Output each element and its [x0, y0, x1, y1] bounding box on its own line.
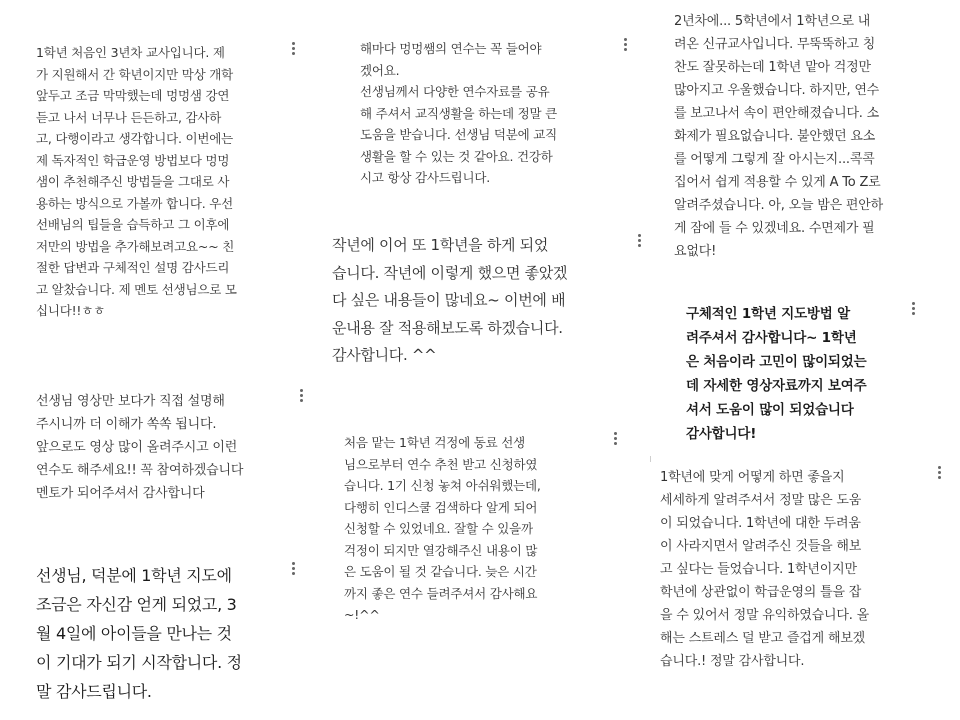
- more-options-icon[interactable]: [290, 562, 296, 576]
- comment-text: 선생님 영상만 보다가 직접 설명해 주시니까 더 이해가 쏙쏙 됩니다. 앞으로도 영상 많이 올려주시고 이런 연수도 해주세요!! 꼭 참여하겠습니다 멘토가 되어주셔서 감사합니다: [36, 394, 244, 501]
- more-options-icon[interactable]: [910, 302, 916, 316]
- comment-text: 2년차에... 5학년에서 1학년으로 내 려온 신규교사입니다. 무뚝뚝하고 칭 찬도 잘못하는데 1학년 맡아 걱정만 많아지고 우울했습니다. 하지만, 연수 를 보고나서 속이 편안해졌습니다. 소 화제가 필요없습니다. 불안했던 요소 를 어떻게 그렇게 잘 아시는지...콕콕 집어서 쉽게 적용할 수 있게 A To Z로 알려주셨습니다. 아, 오늘 밤은 편안하 게 잠에 들 수 있겠네요. 수면제가 필 요없다!: [674, 14, 883, 259]
- more-options-icon[interactable]: [622, 38, 628, 52]
- comment-card: [328, 228, 644, 378]
- more-options-icon[interactable]: [636, 234, 642, 248]
- comment-card: [26, 385, 316, 515]
- more-options-icon[interactable]: [298, 389, 304, 403]
- comment-text: 선생님, 덕분에 1학년 지도에 조금은 자신감 얻게 되었고, 3 월 4일에 아이들을 만나는 것 이 기대가 되기 시작합니다. 정 말 감사드립니다.: [36, 566, 242, 701]
- comment-text: 1학년 처음인 3년차 교사입니다. 제 가 지원해서 간 학년이지만 막상 개학 앞두고 조금 막막했는데 멍멍샘 강연 듣고 나서 너무나 든든하고, 감사하 고, 다행이라고 생각합니다. 이번에는 제 독자적인 학급운영 방법보다 멍멍 샘이 추천해주신 방법들을 그대로 사 용하는 방식으로 가볼까 합니다. 우선 선배님의 팁들을 습득하고 그 이후에 저만의 방법을 추가해보려고요~~ 친 절한 답변과 구체적인 설명 감사드리 고 알찼습니다. 제 멘토 선생님으로 모 십니다!!ㅎㅎ: [36, 45, 237, 318]
- comment-card: [26, 560, 306, 700]
- comment-card: [350, 34, 640, 209]
- comment-card: [650, 462, 950, 702]
- comment-card: [664, 6, 956, 288]
- more-options-icon[interactable]: [290, 42, 296, 56]
- comment-card: [336, 428, 626, 658]
- card-edge: [650, 456, 651, 462]
- comment-text: 구체적인 1학년 지도방법 알 려주셔서 감사합니다~ 1학년 은 처음이라 고민이 많이되었는 데 자세한 영상자료까지 보여주 셔서 도움이 많이 되었습니다 감사합니다!: [686, 306, 867, 442]
- more-options-icon[interactable]: [936, 466, 942, 480]
- comment-card: [676, 298, 930, 448]
- more-options-icon[interactable]: [612, 432, 618, 446]
- comment-text: 1학년에 맞게 어떻게 하면 좋을지 세세하게 알려주셔서 정말 많은 도움 이 되었습니다. 1학년에 대한 두려움 이 사라지면서 알려주신 것들을 해보 고 싶다는 들었습니다. 1학년이지만 학년에 상관없이 학급운영의 틀을 잡 을 수 있어서 정말 유익하였습니다. 올 해는 스트레스 덜 받고 즐겁게 해보겠 습니다.! 정말 감사합니다.: [660, 470, 869, 669]
- comment-text: 해마다 멍멍쌤의 연수는 꼭 들어야 겠어요. 선생님께서 다양한 연수자료를 공유 해 주셔서 교직생활을 하는데 정말 큰 도움을 받습니다. 선생님 덕분에 교직 생활을 할 수 있는 것 같아요. 건강하 시고 항상 감사드립니다.: [360, 41, 557, 185]
- comment-text: 처음 맡는 1학년 걱정에 동료 선생 님으로부터 연수 추천 받고 신청하였 습니다. 1기 신청 놓쳐 아쉬워했는데, 다행히 인디스쿨 검색하다 알게 되어 신청할 수 있었네요. 잘할 수 있을까 걱정이 되지만 열강해주신 내용이 많 은 도움이 될 것 같습니다. 늦은 시간 까지 좋은 연수 들려주셔서 감사해요 ~!^^: [344, 435, 541, 622]
- comment-card: [26, 38, 308, 358]
- comment-text: 작년에 이어 또 1학년을 하게 되었 습니다. 작년에 이렇게 했으면 좋았겠 다 싶은 내용들이 많네요~ 이번에 배 운내용 잘 적용해보도록 하겠습니다. 감사합니다. ^^: [332, 236, 568, 364]
